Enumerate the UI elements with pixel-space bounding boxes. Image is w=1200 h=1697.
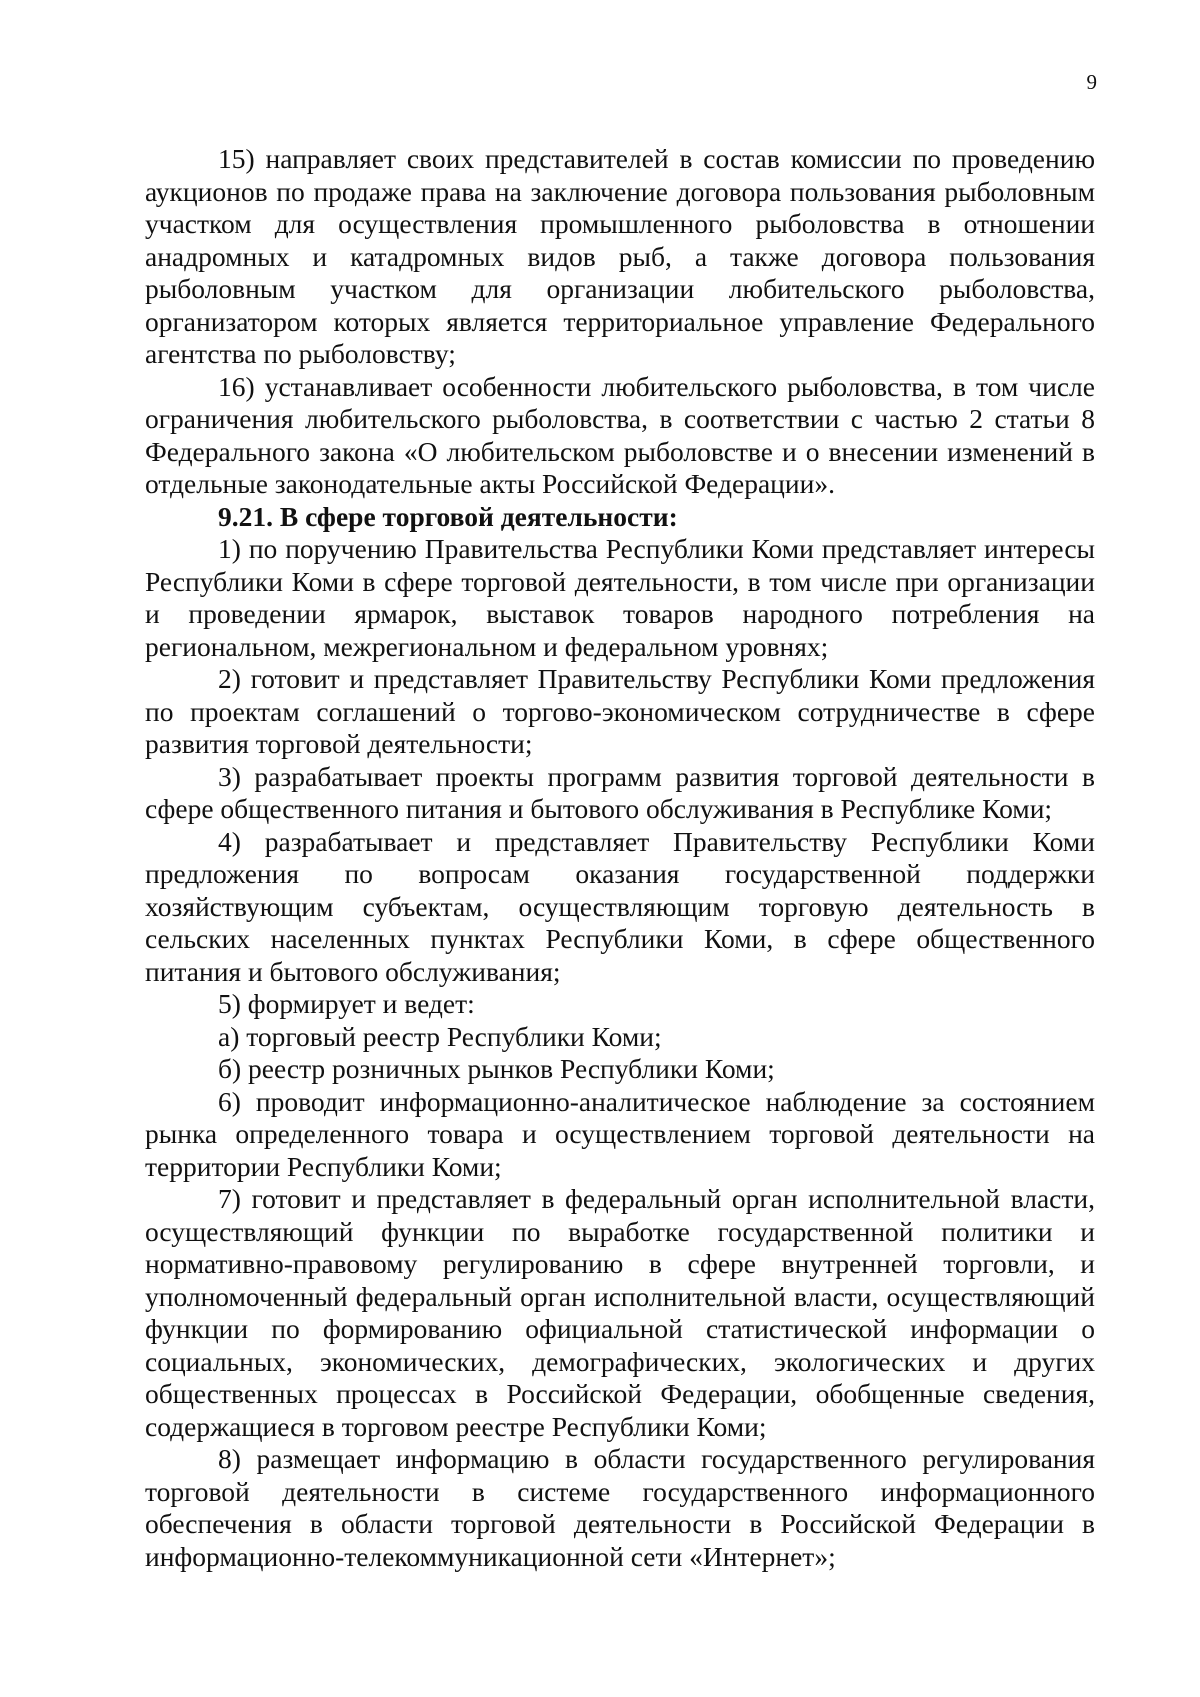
paragraph-item-6: 6) проводит информационно-аналитическое наблюдение за состоянием рынка определенного товара и осуществлением торговой деятельности на территории Республики Коми; [145, 1085, 1095, 1182]
section-heading-9-21: 9.21. В сфере торговой деятельности: [218, 500, 678, 532]
paragraph-item-7: 7) готовит и представляет в федеральный орган исполнительной власти, осуществляющий функции по выработке государственной политики и нормативно-правовому регулированию в сфере внутренней торговли, и уполномоченный федеральный орган исполнительной власти, осуществляющий функции по формированию официальной статистической информации о социальных, экономических, демографических, экологических и других общественных процессах в Российской Федерации, обобщенные сведения, содержащиеся в торговом реестре Республики Коми; [145, 1183, 1095, 1442]
paragraph-item-8: 8) размещает информацию в области государственного регулирования торговой деятельности в системе государственного информационного обеспечения в области торговой деятельности в Российской Федерации в информационно-телекоммуникационной сети «Интернет»; [145, 1443, 1095, 1572]
paragraph-item-1: 1) по поручению Правительства Республики Коми представляет интересы Республики Коми в сфере торговой деятельности, в том числе при организации и проведении ярмарок, выставок товаров народного потребления на региональном, межрегиональном и федеральном уровнях; [145, 533, 1095, 662]
paragraph-item-2: 2) готовит и представляет Правительству Республики Коми предложения по проектам соглашений о торгово-экономическом сотрудничестве в сфере развития торговой деятельности; [145, 663, 1095, 759]
paragraph-item-15: 15) направляет своих представителей в состав комиссии по проведению аукционов по продаже права на заключение договора пользования рыболовным участком для осуществления промышленного рыболовства в отношении анадромных и катадромных видов рыб, а также договора пользования рыболовным участком для организации любительского рыболовства, организатором которых является территориальное управление Федерального агентства по рыболовству; [145, 143, 1095, 369]
page-number: 9 [1086, 70, 1097, 94]
document-body [145, 143, 1095, 1573]
paragraph-subitem-b: б) реестр розничных рынков Республики Коми; [218, 1053, 775, 1084]
paragraph-subitem-a: а) торговый реестр Республики Коми; [218, 1020, 662, 1052]
paragraph-item-4: 4) разрабатывает и представляет Правительству Республики Коми предложения по вопросам оказания государственной поддержки хозяйствующим субъектам, осуществляющим торговую деятельность в сельских населенных пунктах Республики Коми, в сфере общественного питания и бытового обслуживания; [145, 825, 1095, 987]
paragraph-item-3: 3) разрабатывает проекты программ развития торговой деятельности в сфере общественного питания и бытового обслуживания в Республике Коми; [145, 760, 1095, 824]
paragraph-item-16: 16) устанавливает особенности любительского рыболовства, в том числе ограничения любительского рыболовства, в соответствии с частью 2 статьи 8 Федерального закона «О любительском рыболовстве и о внесении изменений в отдельные законодательные акты Российской Федерации». [145, 370, 1095, 499]
paragraph-item-5: 5) формирует и ведет: [218, 988, 475, 1019]
